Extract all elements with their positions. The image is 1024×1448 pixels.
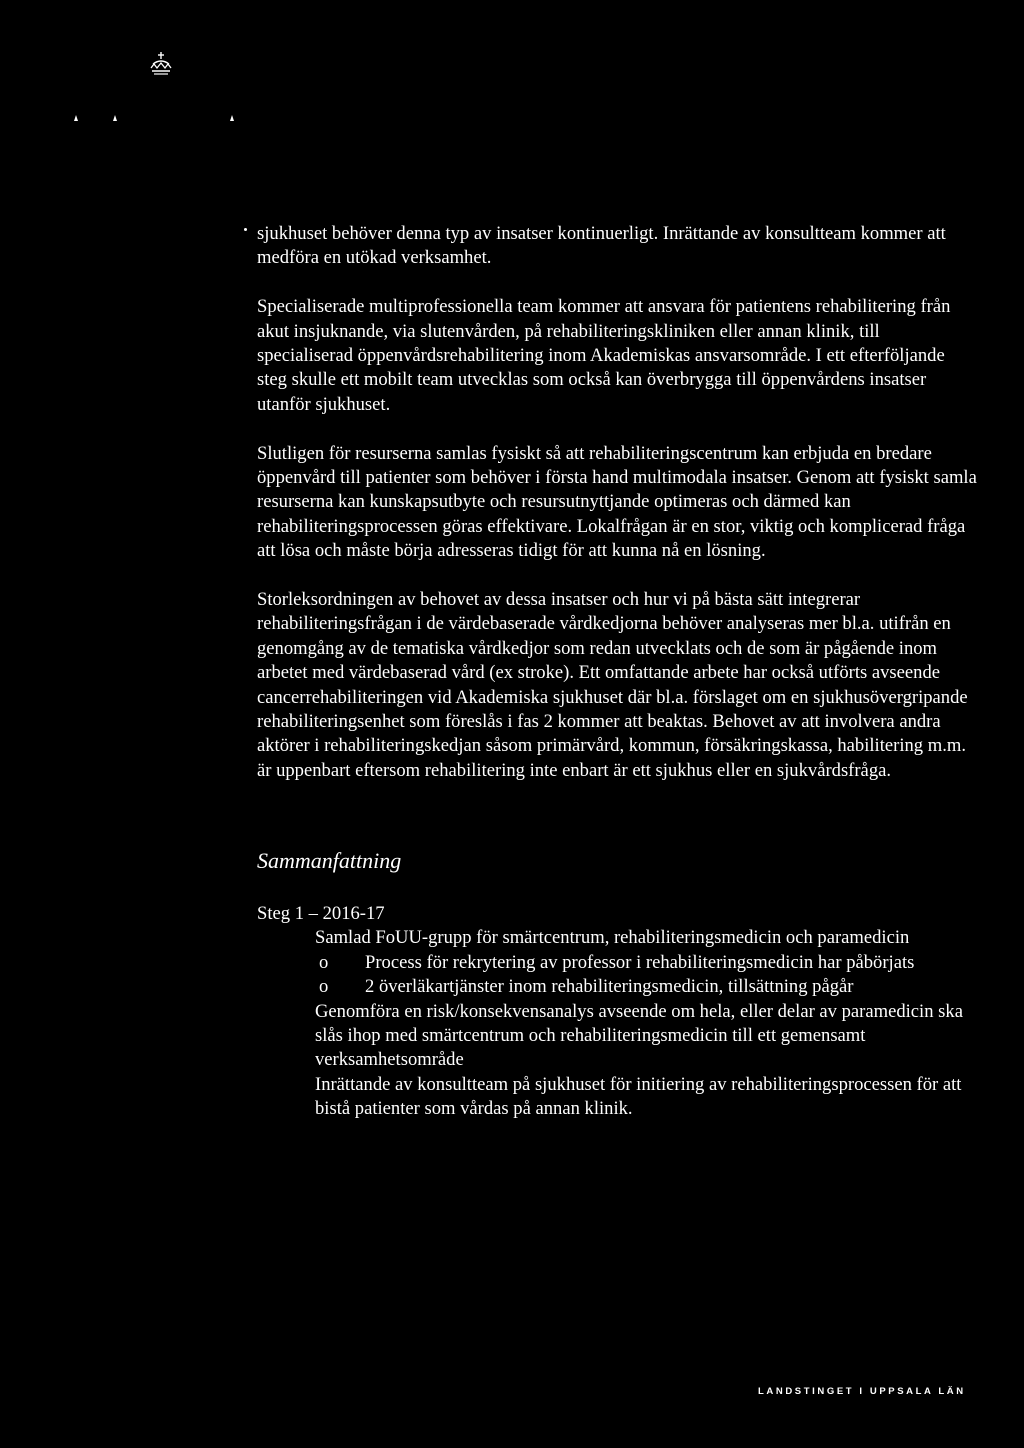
step-list: [257, 926, 977, 1121]
body-text: [257, 222, 977, 808]
step-heading: Steg 1 – 2016-17: [257, 903, 385, 924]
body-paragraph: Specialiserade multiprofessionella team kommer att ansvara för patientens rehabilitering från akut insjuknande, via slutenvården, på rehabiliteringskliniken eller annan klinik, till specialiserad öppenvårdsrehabilitering inom Akademiskas ansvarsområde. I ett efterföljande steg skulle ett mobilt team utvecklas som också kan överbrygga till öppenvårdens insatser utanför sjukhuset.: [257, 296, 951, 415]
step-item-text: Samlad FoUU-grupp för smärtcentrum, rehabiliteringsmedicin och paramedicin: [315, 927, 910, 949]
circle-bullet: o: [319, 976, 329, 998]
sub-list: [315, 951, 977, 1000]
footer-organization: LANDSTINGET I UPPSALA LÄN: [758, 1386, 966, 1397]
sub-item: [315, 975, 977, 999]
crown-emblem-icon: [146, 50, 176, 80]
body-paragraph: Storleksordningen av behovet av dessa insatser och hur vi på bästa sätt integrerar rehabiliteringsfrågan i de värdebaserade vårdkedjorna behöver analyseras mer bl.a. utifrån en genomgång av de tematiska vårdkedjor som redan utvecklats och de som är pågående inom arbetet med värdebaserad vård (ex stroke). Ett omfattande arbete har också utförts avseende cancerrehabiliteringen vid Akademiska sjukhuset där bl.a. förslaget om en sjukhusövergripande rehabiliteringsenhet som föreslås i fas 2 kommer att beaktas. Behovet av att involvera andra aktörer i rehabiliteringskedjan såsom primärvård, kommun, försäkringskassa, habilitering m.m. är uppenbart eftersom rehabilitering inte enbart är ett sjukhus eller en sjukvårdsfråga.: [257, 589, 968, 781]
sub-item-text: 2 överläkartjänster inom rehabiliteringsmedicin, tillsättning pågår: [365, 976, 854, 998]
section-heading-summary: Sammanfattning: [257, 848, 402, 873]
sub-item: [315, 951, 977, 975]
step-item: Inrättande av konsultteam på sjukhuset för initiering av rehabiliteringsprocessen för att bistå patienter som vårdas på annan klinik.: [315, 1073, 962, 1120]
circle-bullet: o: [319, 951, 329, 973]
step-item: [315, 926, 977, 999]
logo-wordmark-marks: [60, 108, 260, 124]
body-paragraph: sjukhuset behöver denna typ av insatser kontinuerligt. Inrättande av konsultteam kommer att medföra en utökad verksamhet.: [257, 223, 946, 269]
step-item: Genomföra en risk/konsekvensanalys avseende om hela, eller delar av paramedicin ska slås ihop med smärtcentrum och rehabiliteringsmedicin till ett gemensamt verksamhetsområde: [315, 1000, 963, 1071]
body-paragraph: Slutligen för resurserna samlas fysiskt så att rehabiliteringscentrum kan erbjuda en bredare öppenvård till patienter som behöver i första hand multimodala insatser. Genom att fysiskt samla resurserna kan kunskapsutbyte och resursutnyttjande optimeras och därmed kan rehabiliteringsprocessen göras effektivare. Lokalfrågan är en stor, viktig och komplicerad fråga att lösa och måste börja adresseras tidigt för att kunna nå en lösning.: [257, 442, 977, 562]
sub-item-text: Process för rekrytering av professor i rehabiliteringsmedicin har påbörjats: [365, 951, 915, 973]
scan-mark: [244, 228, 247, 231]
summary-section: [257, 902, 977, 1122]
